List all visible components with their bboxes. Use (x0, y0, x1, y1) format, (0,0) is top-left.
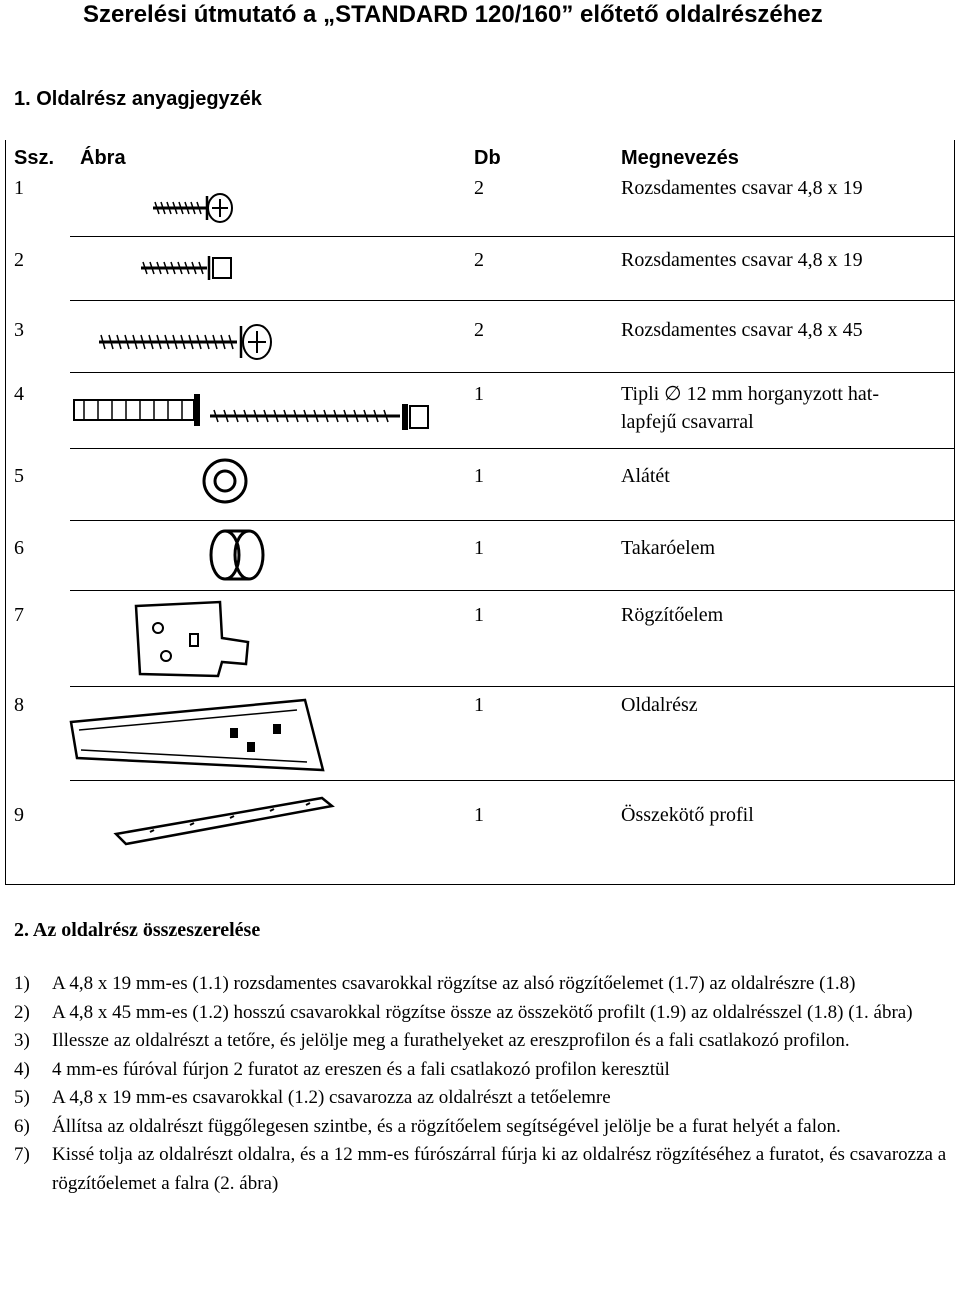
row-3-qty: 2 (474, 319, 484, 341)
row-7-no: 7 (14, 604, 24, 626)
section-heading-materials: 1. Oldalrész anyagjegyzék (14, 88, 262, 110)
table-left-border (5, 140, 6, 885)
section-heading-assembly: 2. Az oldalrész összeszerelése (14, 919, 261, 941)
step-number: 1) (14, 973, 30, 994)
short-screw-icon (145, 188, 245, 228)
assembly-steps-list (14, 970, 956, 1198)
mounting-bracket-icon (130, 598, 260, 680)
row-4-no: 4 (14, 383, 24, 405)
table-bottom-border (5, 884, 955, 885)
row-4-qty: 1 (474, 383, 484, 405)
step-text: A 4,8 x 45 mm-es (1.2) hosszú csavarokkal rögzítse össze az összekötő profilt (1.9) az oldalrésszel (1.8) (1. ábra) (52, 1001, 913, 1023)
row-5-qty: 1 (474, 465, 484, 487)
row-2-no: 2 (14, 249, 24, 271)
row-separator (70, 780, 955, 781)
row-3-no: 3 (14, 319, 24, 341)
row-4-name-continued: lapfejű csavarral (621, 411, 754, 433)
washer-icon (200, 456, 250, 506)
row-2-qty: 2 (474, 249, 484, 271)
long-screw-icon (95, 318, 280, 368)
header-figure: Ábra (80, 147, 126, 169)
step-number: 6) (14, 1115, 30, 1137)
row-separator (70, 448, 955, 449)
row-8-no: 8 (14, 694, 24, 716)
row-2-name: Rozsdamentes csavar 4,8 x 19 (621, 249, 863, 271)
step-text: Kissé tolja az oldalrészt oldalra, és a 12 mm-es fúrószárral fúrja ki az oldalrész rögzítéséhez a furatot, és csavarozza a rögzítőelemet a falra (2. ábra) (52, 1144, 947, 1194)
step-number: 3) (14, 1030, 30, 1051)
connecting-profile-icon (110, 790, 340, 850)
step-number: 4) (14, 1058, 30, 1080)
step-text: Illessze az oldalrészt a tetőre, és jelölje meg a furathelyeket az ereszprofilon és a fali csatlakozó profilon. (52, 1030, 850, 1051)
row-6-qty: 1 (474, 537, 484, 559)
short-screw-icon (135, 250, 245, 284)
row-6-name: Takaróelem (621, 537, 716, 559)
table-right-border (954, 140, 955, 885)
page-title: Szerelési útmutató a „STANDARD 120/160” előtető oldalrészéhez (83, 1, 823, 28)
row-1-name: Rozsdamentes csavar 4,8 x 19 (621, 177, 863, 199)
row-separator (70, 236, 955, 237)
row-9-name: Összekötő profil (621, 804, 754, 826)
row-7-name: Rögzítőelem (621, 604, 724, 626)
header-no: Ssz. (14, 147, 55, 169)
step-text: 4 mm-es fúróval fúrjon 2 furatot az ereszen és a fali csatlakozó profilon keresztül (52, 1058, 670, 1080)
header-name: Megnevezés (621, 147, 739, 169)
step-number: 5) (14, 1087, 30, 1108)
row-7-qty: 1 (474, 604, 484, 626)
list-item (14, 1113, 956, 1142)
list-item (14, 999, 956, 1028)
header-qty: Db (474, 147, 501, 169)
list-item (14, 970, 956, 999)
row-separator (70, 520, 955, 521)
list-item (14, 1027, 956, 1056)
step-text: Állítsa az oldalrészt függőlegesen szintbe, és a rögzítőelem segítségével jelölje be a furat helyét a falon. (52, 1115, 841, 1137)
row-9-qty: 1 (474, 804, 484, 826)
row-1-qty: 2 (474, 177, 484, 199)
step-text: A 4,8 x 19 mm-es (1.1) rozsdamentes csavarokkal rögzítse az alsó rögzítőelemet (1.7) az oldalrészre (1.8) (52, 973, 856, 994)
row-1-no: 1 (14, 177, 24, 199)
row-6-no: 6 (14, 537, 24, 559)
list-item (14, 1084, 956, 1113)
row-5-no: 5 (14, 465, 24, 487)
step-number: 7) (14, 1144, 30, 1165)
row-3-name: Rozsdamentes csavar 4,8 x 45 (621, 319, 863, 341)
row-separator (70, 686, 955, 687)
row-8-name: Oldalrész (621, 694, 698, 716)
list-item (14, 1056, 956, 1085)
row-5-name: Alátét (621, 465, 670, 487)
list-item (14, 1141, 956, 1198)
wall-plug-and-bolt-icon (70, 388, 435, 438)
row-separator (70, 590, 955, 591)
side-panel-icon (65, 694, 330, 774)
step-number: 2) (14, 1001, 30, 1023)
row-4-name: Tipli ∅ 12 mm horganyzott hat- (621, 383, 879, 405)
cover-cap-icon (205, 526, 269, 584)
row-9-no: 9 (14, 804, 24, 826)
step-text: A 4,8 x 19 mm-es csavarokkal (1.2) csavarozza az oldalrészt a tetőelemre (52, 1087, 611, 1108)
row-8-qty: 1 (474, 694, 484, 716)
row-separator (70, 300, 955, 301)
row-separator (70, 372, 955, 373)
